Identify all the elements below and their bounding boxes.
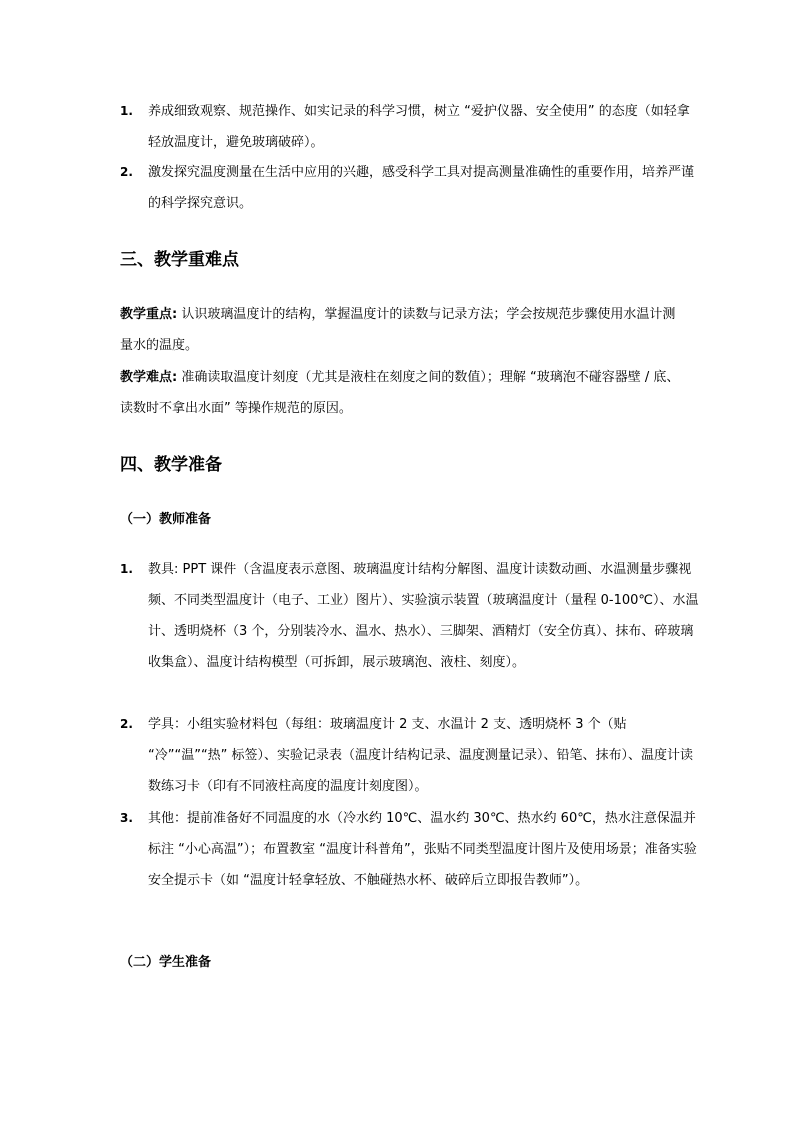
key-point-paragraph: [120, 299, 680, 361]
list-number: 3.: [120, 811, 133, 825]
list-item: [120, 554, 700, 678]
list-item: [120, 709, 700, 802]
list-item: [120, 157, 700, 219]
list-text: 激发探究温度测量在生活中应用的兴趣，感受科学工具对提高测量准确性的重要作用，培养严谨的科学探究意识。: [148, 165, 695, 211]
list-text: 其他：提前准备好不同温度的水（冷水约 10℃、温水约 30℃、热水约 60℃，热水注意保温并标注 “小心高温”）；布置教室 “温度计科普角”，张贴不同类型温度计图片及使用场景；准备实验安全提示卡（如 “温度计轻拿轻放、不触碰热水杯、破碎后立即报告教师”）。: [148, 811, 697, 888]
list-number: 2.: [120, 165, 133, 179]
list-number: 2.: [120, 717, 133, 731]
list-text: 养成细致观察、规范操作、如实记录的科学习惯，树立 “爱护仪器、安全使用” 的态度（如轻拿轻放温度计，避免玻璃破碎）。: [148, 104, 690, 150]
section-heading: 三、教学重难点: [120, 250, 239, 270]
difficult-point-label: 教学难点:: [120, 370, 178, 385]
list-number: 1.: [120, 562, 133, 576]
section-heading: 四、教学准备: [120, 455, 222, 475]
key-point-label: 教学重点:: [120, 307, 178, 322]
list-text: 学具：小组实验材料包（每组：玻璃温度计 2 支、水温计 2 支、透明烧杯 3 个（贴 “冷”“温”“热” 标签）、实验记录表（温度计结构记录、温度测量记录）、铅笔、抹布）、温度计读数练习卡（印有不同液柱高度的温度计刻度图）。: [148, 717, 694, 794]
subsection-heading: （二）学生准备: [120, 955, 212, 970]
list-text: 教具: PPT 课件（含温度表示意图、玻璃温度计结构分解图、温度计读数动画、水温测量步骤视频、不同类型温度计（电子、工业）图片）、实验演示装置（玻璃温度计（量程 0-100℃）、水温计、透明烧杯（3 个，分别装冷水、温水、热水）、三脚架、酒精灯（安全仿真）、抹布、碎玻璃收集盒）、温度计结构模型（可拆卸，展示玻璃泡、液柱、刻度）。: [148, 562, 699, 670]
list-number: 1.: [120, 104, 133, 118]
difficult-point-paragraph: [120, 362, 680, 424]
list-item: [120, 803, 700, 896]
list-item: [120, 96, 700, 158]
key-point-text: 认识玻璃温度计的结构，掌握温度计的读数与记录方法；学会按规范步骤使用水温计测量水的温度。: [120, 307, 676, 353]
subsection-heading: （一）教师准备: [120, 512, 212, 527]
difficult-point-text: 准确读取温度计刻度（尤其是液柱在刻度之间的数值）；理解 “玻璃泡不碰容器壁 / 底、读数时不拿出水面” 等操作规范的原因。: [120, 370, 680, 416]
